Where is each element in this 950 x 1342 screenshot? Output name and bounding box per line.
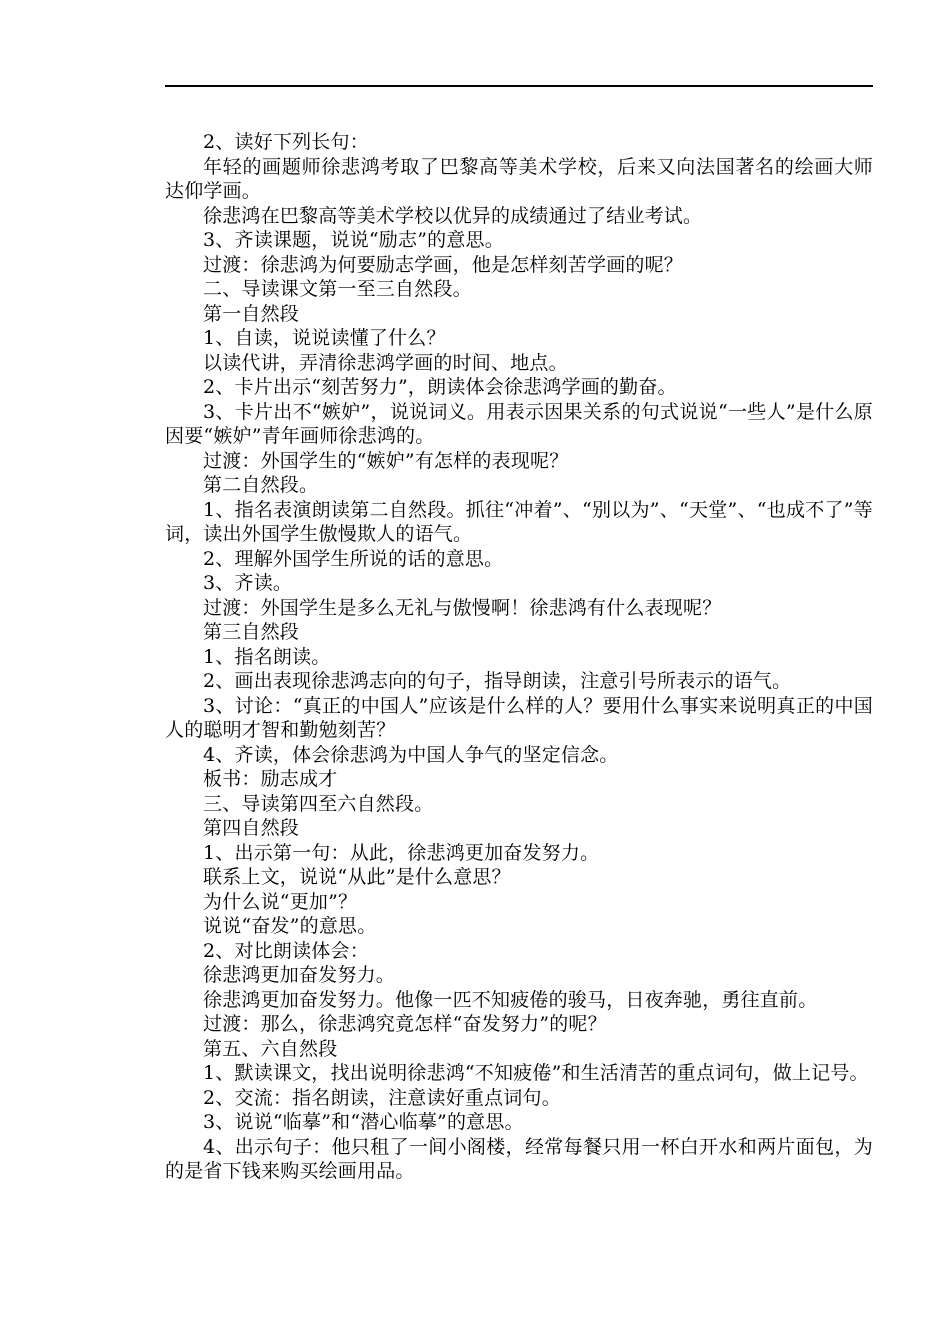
paragraph: 3、说说“临摹”和“潜心临摹”的意思。: [203, 1111, 524, 1133]
paragraph: 3、卡片出不“嫉妒”，说说词义。用表示因果关系的句式说说“一些人”是什么原因要“嫉妒”青年画师徐悲鸿的。: [165, 400, 873, 447]
paragraph: 过渡：那么，徐悲鸿究竟怎样“奋发努力”的呢？: [203, 1013, 607, 1035]
paragraph: 徐悲鸿在巴黎高等美术学校以优异的成绩通过了结业考试。: [203, 204, 703, 227]
paragraph: 徐悲鸿更加奋发努力。他像一匹不知疲倦的骏马，日夜奔驰，勇往直前。: [203, 988, 818, 1011]
subsection-heading: 第一自然段: [203, 302, 300, 325]
paragraph: 2、卡片出示“刻苦努力”，朗读体会徐悲鸿学画的勤奋。: [203, 376, 677, 398]
paragraph: 板书：励志成才: [203, 768, 338, 790]
paragraph: 3、讨论：“真正的中国人”应该是什么样的人？要用什么事实来说明真正的中国人的聪明才智和勤勉刻苦？: [165, 694, 873, 741]
paragraph: 2、理解外国学生所说的话的意思。: [203, 547, 504, 570]
header-rule: [165, 85, 873, 87]
paragraph: 过渡：徐悲鸿为何要励志学画，他是怎样刻苦学画的呢？: [203, 253, 684, 276]
paragraph: 1、指名表演朗读第二自然段。抓往“冲着”、“别以为”、“天堂”、“也成不了”等词，读出外国学生傲慢欺人的语气。: [165, 498, 873, 545]
paragraph: 过渡：外国学生的“嫉妒”有怎样的表现呢？: [203, 449, 569, 472]
subsection-heading: 第四自然段: [203, 817, 300, 839]
subsection-heading: 第二自然段。: [203, 474, 319, 496]
section-heading: 三、导读第四至六自然段。: [203, 792, 434, 815]
paragraph: 为什么说“更加”？: [203, 890, 358, 913]
paragraph: 2、对比朗读体会：: [203, 939, 369, 962]
paragraph: 4、齐读，体会徐悲鸿为中国人争气的坚定信念。: [203, 743, 619, 766]
subsection-heading: 第五、六自然段: [203, 1037, 338, 1060]
subsection-heading: 第三自然段: [203, 621, 300, 643]
paragraph: 1、指名朗读。: [203, 645, 331, 668]
paragraph: 2、交流：指名朗读，注意读好重点词句。: [203, 1086, 561, 1109]
paragraph: 3、齐读课题，说说“励志”的意思。: [203, 229, 504, 251]
paragraph: 1、默读课文，找出说明徐悲鸿“不知疲倦”和生活清苦的重点词句，做上记号。: [203, 1062, 869, 1084]
paragraph: 1、自读，说说读懂了什么？: [203, 327, 446, 349]
paragraph: 2、读好下列长句：: [203, 131, 369, 153]
paragraph: 3、齐读。: [203, 572, 293, 594]
paragraph: 过渡：外国学生是多么无礼与傲慢啊！徐悲鸿有什么表现呢？: [203, 596, 722, 619]
section-heading: 二、导读课文第一至三自然段。: [203, 278, 472, 300]
paragraph: 说说“奋发”的意思。: [203, 915, 377, 937]
paragraph: 1、出示第一句：从此，徐悲鸿更加奋发努力。: [203, 841, 600, 864]
paragraph: 徐悲鸿更加奋发努力。: [203, 964, 396, 986]
paragraph: 联系上文，说说“从此”是什么意思？: [203, 866, 511, 888]
paragraph: 年轻的画题师徐悲鸿考取了巴黎高等美术学校，后来又向法国著名的绘画大师达仰学画。: [165, 155, 873, 202]
document-body: [165, 130, 873, 1184]
paragraph: 以读代讲，弄清徐悲鸿学画的时间、地点。: [203, 351, 568, 374]
paragraph: 2、画出表现徐悲鸿志向的句子，指导朗读，注意引号所表示的语气。: [203, 670, 792, 692]
paragraph: 4、出示句子：他只租了一间小阁楼，经常每餐只用一杯白开水和两片面包，为的是省下钱来购买绘画用品。: [165, 1135, 873, 1182]
